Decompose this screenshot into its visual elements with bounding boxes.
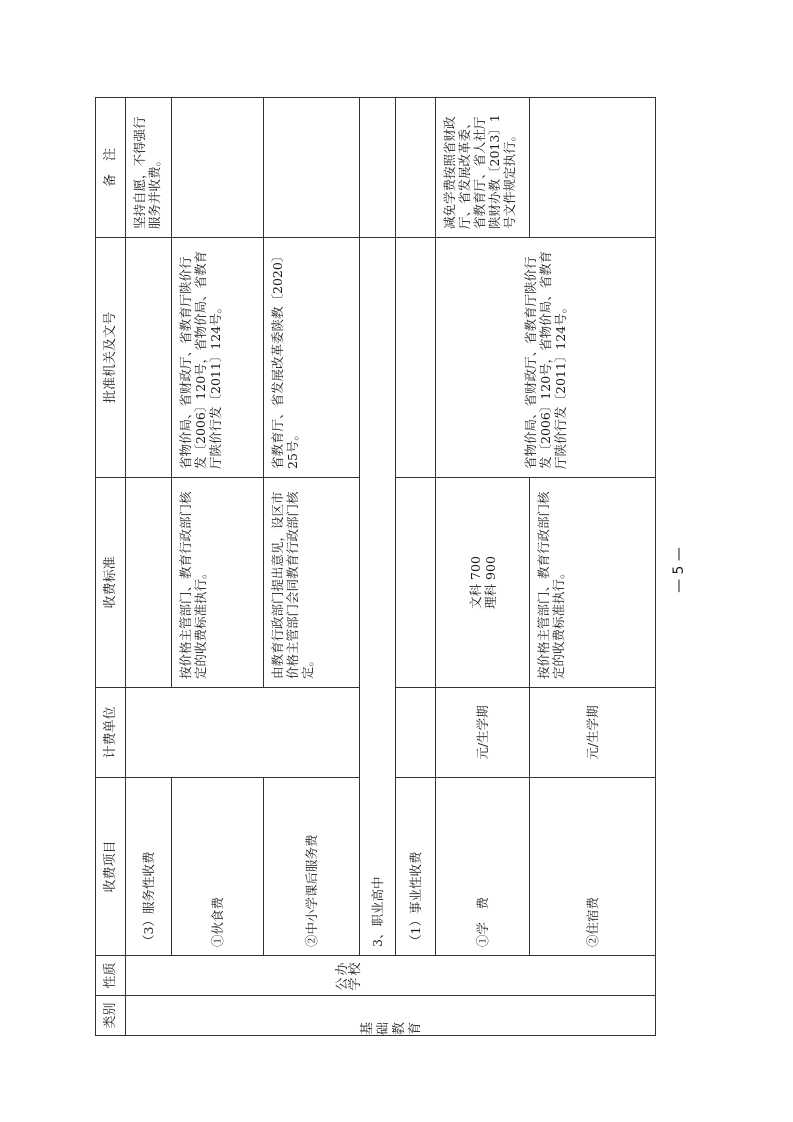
approval-cell [396,238,436,478]
item-cell: ①伙食费 [172,778,264,956]
header-item: 收费项目 [96,778,126,956]
table-row [172,98,264,1036]
approval-cell [126,238,172,478]
standard-science: 理科 900 [482,556,498,609]
table-row [126,98,172,1036]
nature-cell-lower [334,956,656,996]
approval-cell: 省物价局、省财政厅、省教育厅陕价行发〔2006〕120号，省物价局、省教育厅陕价行发〔2011〕124号。 [436,238,656,478]
header-unit: 计费单位 [96,688,126,778]
standard-cell [396,478,436,688]
header-remarks: 备 注 [96,98,126,238]
remarks-cell [264,98,360,238]
remarks-cell [396,98,436,238]
table-row [360,98,396,1036]
standard-cell [436,478,530,688]
item-cell: ②中小学课后服务费 [264,778,360,956]
item-cell: ①学 费 [436,778,530,956]
unit-cell [126,688,360,778]
standard-cell: 按价格主管部门、教育行政部门核定的收费标准执行。 [172,478,264,688]
item-cell-vocational: 3、职业高中 [360,238,396,956]
header-approval: 批准机关及文号 [96,238,126,478]
rotated-fee-table-container [95,98,655,1036]
unit-cell [396,688,436,778]
item-cell: （3）服务性收费 [126,778,172,956]
category-cell [126,991,656,1036]
page-number [666,547,692,593]
standard-arts: 文科 700 [467,556,483,609]
header-nature: 性质 [96,956,126,996]
remarks-cell [530,98,656,238]
header-category: 类别 [96,996,126,1036]
remarks-cell: 减免学费按照省财政厅、省发展改革委、省教育厅、省人社厅陕财办教〔2013〕1号文件规定执行。 [436,98,530,238]
approval-cell: 省物价局、省财政厅、省教育厅陕价行发〔2006〕120号，省物价局、省教育厅陕价行发〔2011〕124号。 [172,238,264,478]
standard-cell [126,478,172,688]
unit-cell: 元/生学期 [530,688,656,778]
standard-cell: 由教育行政部门提出意见，设区市价格主管部门会同教育行政部门核定。 [264,478,360,688]
category-text: 基础教育 [359,991,423,1035]
remarks-cell [360,98,396,238]
table-row [264,98,360,1036]
table-row [436,98,530,1036]
table-header-row [96,98,126,1036]
fee-table [95,97,656,1036]
table-row [396,98,436,1036]
item-cell: ②住宿费 [530,778,656,956]
nature-text: 公办学校 [334,960,363,991]
nature-cell [126,956,363,996]
remarks-cell [172,98,264,238]
remarks-cell: 坚持自愿，不得强行服务并收费。 [126,98,172,238]
header-standard: 收费标准 [96,478,126,688]
unit-cell: 元/生学期 [436,688,530,778]
item-cell: （1）事业性收费 [396,778,436,956]
approval-cell: 省教育厅、省发展改革委陕教〔2020〕25号。 [264,238,360,478]
standard-cell: 按价格主管部门、教育行政部门核定的收费标准执行。 [530,478,656,688]
page-number-text: — 5 — [671,547,687,593]
